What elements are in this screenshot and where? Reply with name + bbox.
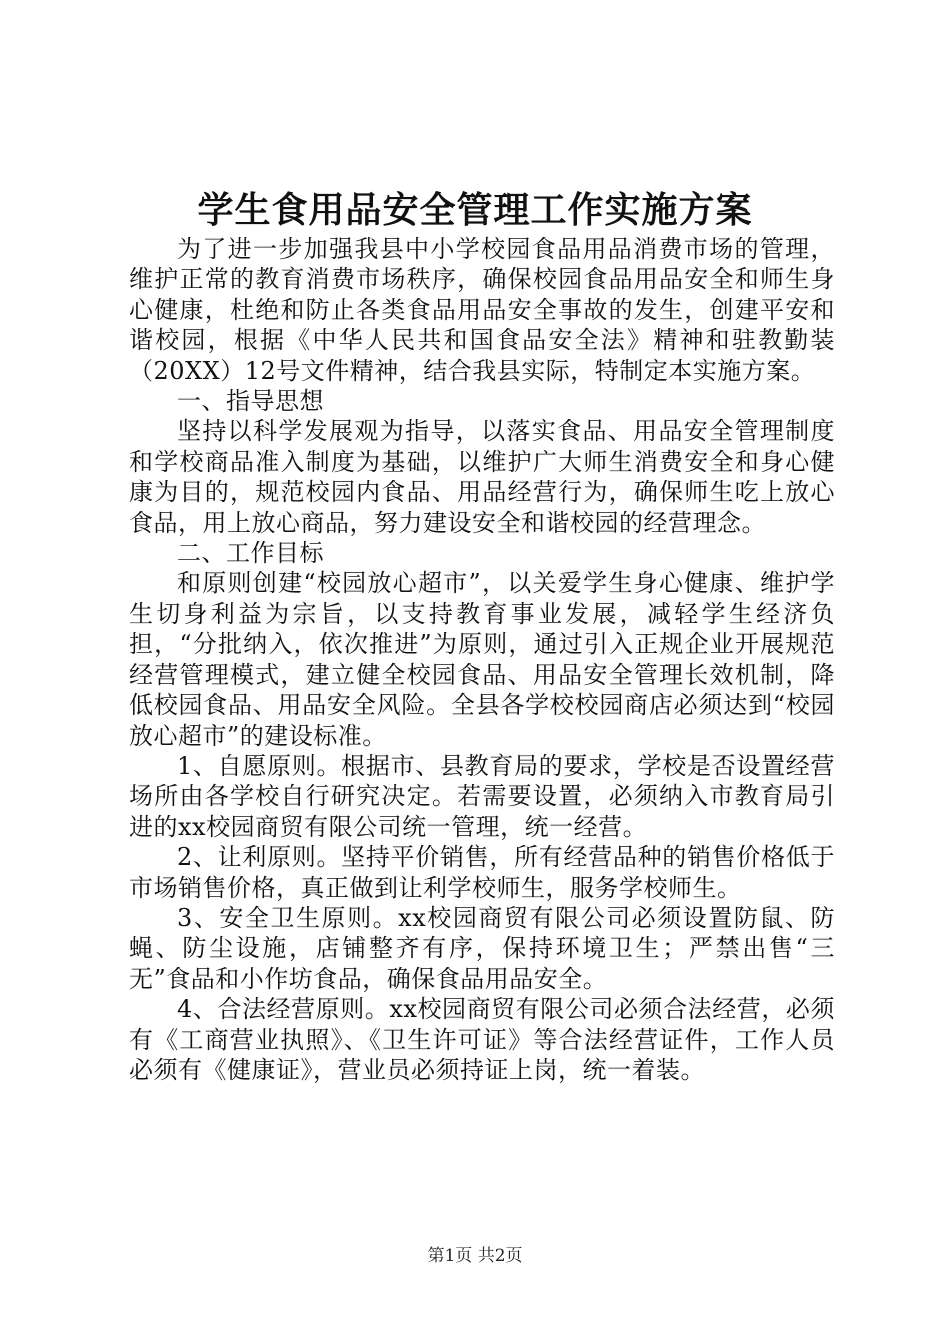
principle-voluntary: 1、自愿原则。根据市、县教育局的要求，学校是否设置经营场所由各学校自行研究决定。若需要设置，必须纳入市教育局引进的xx校园商贸有限公司统一管理，统一经营。 xyxy=(129,751,835,841)
document-title: 学生食用品安全管理工作实施方案 xyxy=(197,189,753,231)
section-heading-work-goals: 二、工作目标 xyxy=(177,539,324,568)
intro-paragraph: 为了进一步加强我县中小学校园食品用品消费市场的管理，维护正常的教育消费市场秩序，确保校园食品用品安全和师生身心健康，杜绝和防止各类食品用品安全事故的发生，创建平安和谐校园，根据《中华人民共和国食品安全法》精神和驻教勤装（20XX）12号文件精神，结合我县实际，特制定本实施方案。 xyxy=(129,235,835,385)
document-body xyxy=(129,234,835,1085)
page-number-footer: 第1页 共2页 xyxy=(427,1246,523,1266)
principle-price-concession: 2、让利原则。坚持平价销售，所有经营品种的销售价格低于市场销售价格，真正做到让利学校师生，服务学校师生。 xyxy=(129,843,835,902)
principle-safety-hygiene: 3、安全卫生原则。xx校园商贸有限公司必须设置防鼠、防蝇、防尘设施，店铺整齐有序，保持环境卫生；严禁出售“三无”食品和小作坊食品，确保食品用品安全。 xyxy=(129,903,835,993)
work-goals-paragraph: 和原则创建“校园放心超市”，以关爱学生身心健康、维护学生切身利益为宗旨，以支持教育事业发展，减轻学生经济负担，“分批纳入，依次推进”为原则，通过引入正规企业开展规范经营管理模式，建立健全校园食品、用品安全管理长效机制，降低校园食品、用品安全风险。全县各学校校园商店必须达到“校园放心超市”的建设标准。 xyxy=(129,569,835,750)
section-heading-guiding-ideology: 一、指导思想 xyxy=(177,387,324,416)
principle-legal-operation: 4、合法经营原则。xx校园商贸有限公司必须合法经营，必须有《工商营业执照》、《卫生许可证》等合法经营证件，工作人员必须有《健康证》，营业员必须持证上岗，统一着装。 xyxy=(129,995,835,1084)
guiding-ideology-paragraph: 坚持以科学发展观为指导，以落实食品、用品安全管理制度和学校商品准入制度为基础，以维护广大师生消费安全和身心健康为目的，规范校园内食品、用品经营行为，确保师生吃上放心食品，用上放心商品，努力建设安全和谐校园的经营理念。 xyxy=(129,417,835,537)
